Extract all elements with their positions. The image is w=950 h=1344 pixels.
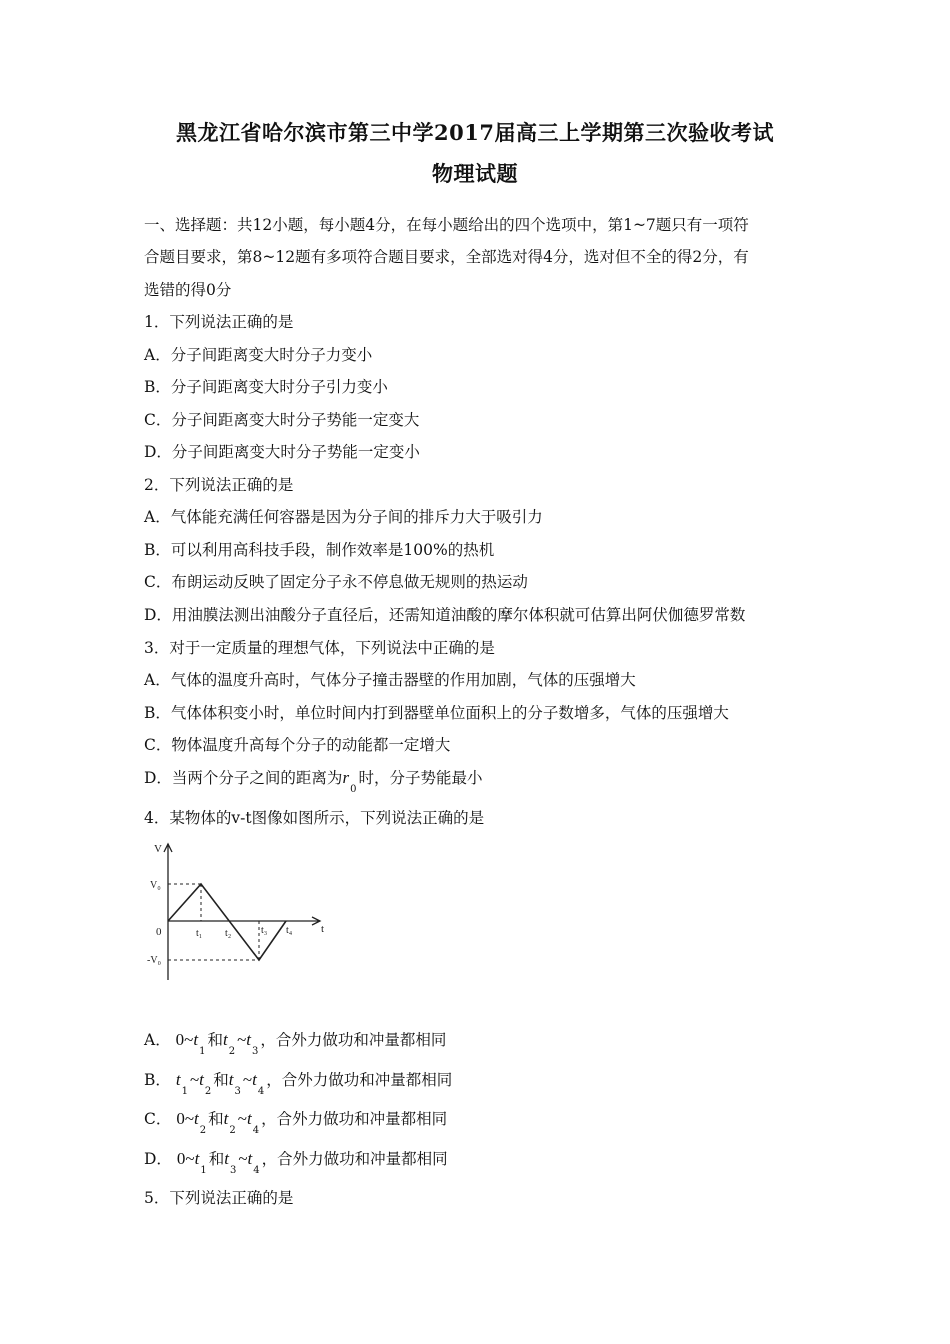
question-2-option-b: B．可以利用高科技手段，制作效率是100%的热机 (144, 541, 495, 559)
math-subscript: 2 (204, 1086, 212, 1097)
math-t: t (194, 1109, 199, 1128)
math-t: t (228, 1070, 234, 1089)
t2-label: t₂ (225, 928, 232, 939)
math-tilde: ~ (185, 1149, 195, 1168)
math-tilde: ~ (237, 1109, 247, 1128)
section-intro-line: 选错的得0分 (144, 281, 232, 299)
math-subscript: 3 (252, 1046, 259, 1057)
question-1-option-a: A．分子间距离变大时分子力变小 (144, 346, 373, 364)
question-1-option-d: D．分子间距离变大时分子势能一定变小 (144, 443, 420, 461)
math-t: t (247, 1149, 253, 1168)
math-subscript: 1 (199, 1046, 206, 1057)
question-3-option-d (144, 766, 483, 795)
question-4-option-d (144, 1147, 448, 1176)
math-subscript: 1 (181, 1086, 188, 1097)
math-t: t (194, 1149, 200, 1168)
math-t: t (223, 1109, 229, 1128)
v0-label: V₀ (150, 880, 161, 891)
question-4-option-b (144, 1068, 453, 1097)
math-subscript: 3 (234, 1086, 241, 1097)
math-and: 和 (208, 1150, 225, 1168)
math-t: t (175, 1070, 181, 1089)
math-tilde: ~ (237, 1030, 247, 1049)
question-3-stem: 3．对于一定质量的理想气体，下列说法中正确的是 (144, 639, 495, 657)
option-prefix: B． (144, 1071, 171, 1089)
math-and: 和 (207, 1031, 223, 1049)
math-subscript: 2 (229, 1125, 236, 1136)
question-4-option-a (144, 1028, 447, 1057)
math-subscript: 2 (228, 1046, 236, 1057)
math-t: t (224, 1149, 229, 1168)
math-tilde: ~ (184, 1030, 194, 1049)
math-t: t (246, 1109, 252, 1128)
vt-graph (144, 840, 334, 990)
math-subscript: 4 (252, 1125, 260, 1136)
math-tilde: ~ (238, 1149, 248, 1168)
t4-label: t₄ (286, 925, 293, 936)
option-prefix: A． (144, 1031, 171, 1049)
neg-v0-label: -V₀ (147, 955, 162, 966)
option-tail: ，合外力做功和冲量都相同 (261, 1150, 448, 1168)
question-3-option-d-tail: 时，分子势能最小 (358, 769, 483, 787)
document-subtitle: 物理试题 (432, 161, 518, 186)
math-zero: 0 (176, 1109, 185, 1128)
section-intro-line: 合题目要求，第8~12题有多项符合题目要求，全部选对得4分，选对但不全的得2分，有 (144, 248, 749, 266)
t1-label: t₁ (196, 928, 203, 939)
r0-symbol: r (342, 768, 350, 787)
question-3-option-d-text: D．当两个分子之间的距离为 (144, 769, 343, 787)
math-and: 和 (213, 1071, 229, 1089)
math-t: t (222, 1030, 228, 1049)
option-prefix: C． (144, 1110, 172, 1128)
math-subscript: 1 (200, 1165, 207, 1176)
option-tail: ，合外力做功和冲量都相同 (261, 1110, 448, 1128)
option-tail: ，合外力做功和冲量都相同 (266, 1071, 453, 1089)
question-2-stem: 2．下列说法正确的是 (144, 476, 294, 494)
question-3-option-b: B．气体体积变小时，单位时间内打到器壁单位面积上的分子数增多，气体的压强增大 (144, 704, 729, 722)
question-1-option-c: C．分子间距离变大时分子势能一定变大 (144, 411, 420, 429)
t3-label: t₃ (261, 925, 268, 936)
question-2-option-c: C．布朗运动反映了固定分子永不停息做无规则的热运动 (144, 573, 528, 591)
math-tilde: ~ (189, 1070, 200, 1089)
math-zero: 0 (176, 1149, 186, 1168)
section-intro-line: 一、选择题：共12小题，每小题4分，在每小题给出的四个选项中，第1~7题只有一项符 (144, 216, 749, 234)
math-and: 和 (208, 1110, 224, 1128)
math-subscript: 2 (199, 1125, 207, 1136)
r0-subscript: 0 (350, 784, 357, 795)
question-4-option-c (144, 1107, 448, 1136)
question-2-option-a: A．气体能充满任何容器是因为分子间的排斥力大于吸引力 (144, 508, 543, 526)
x-axis-label: t (321, 923, 325, 935)
math-t: t (193, 1030, 199, 1049)
question-5-stem: 5．下列说法正确的是 (144, 1189, 294, 1207)
option-tail: ，合外力做功和冲量都相同 (260, 1031, 447, 1049)
vt-curve (168, 884, 286, 960)
math-t: t (199, 1070, 204, 1089)
question-1-stem: 1．下列说法正确的是 (144, 313, 294, 331)
question-2-option-d: D．用油膜法测出油酸分子直径后，还需知道油酸的摩尔体积就可估算出阿伏伽德罗常数 (144, 606, 746, 624)
question-1-option-b: B．分子间距离变大时分子引力变小 (144, 378, 388, 396)
math-zero: 0 (175, 1030, 185, 1049)
math-t: t (246, 1030, 252, 1049)
math-tilde: ~ (184, 1109, 195, 1128)
question-3-option-c: C．物体温度升高每个分子的动能都一定增大 (144, 736, 451, 754)
math-subscript: 4 (253, 1165, 260, 1176)
math-subscript: 4 (257, 1086, 265, 1097)
question-4-stem: 4．某物体的v-t图像如图所示，下列说法正确的是 (144, 809, 485, 827)
y-axis-label: V (154, 843, 162, 855)
origin-label: 0 (156, 926, 162, 938)
math-subscript: 3 (229, 1165, 237, 1176)
math-tilde: ~ (242, 1070, 253, 1089)
option-prefix: D． (144, 1150, 172, 1168)
question-3-option-a: A．气体的温度升高时，气体分子撞击器壁的作用加剧，气体的压强增大 (144, 671, 636, 689)
math-t: t (252, 1070, 257, 1089)
document-title: 黑龙江省哈尔滨市第三中学2017届高三上学期第三次验收考试 (176, 120, 774, 145)
